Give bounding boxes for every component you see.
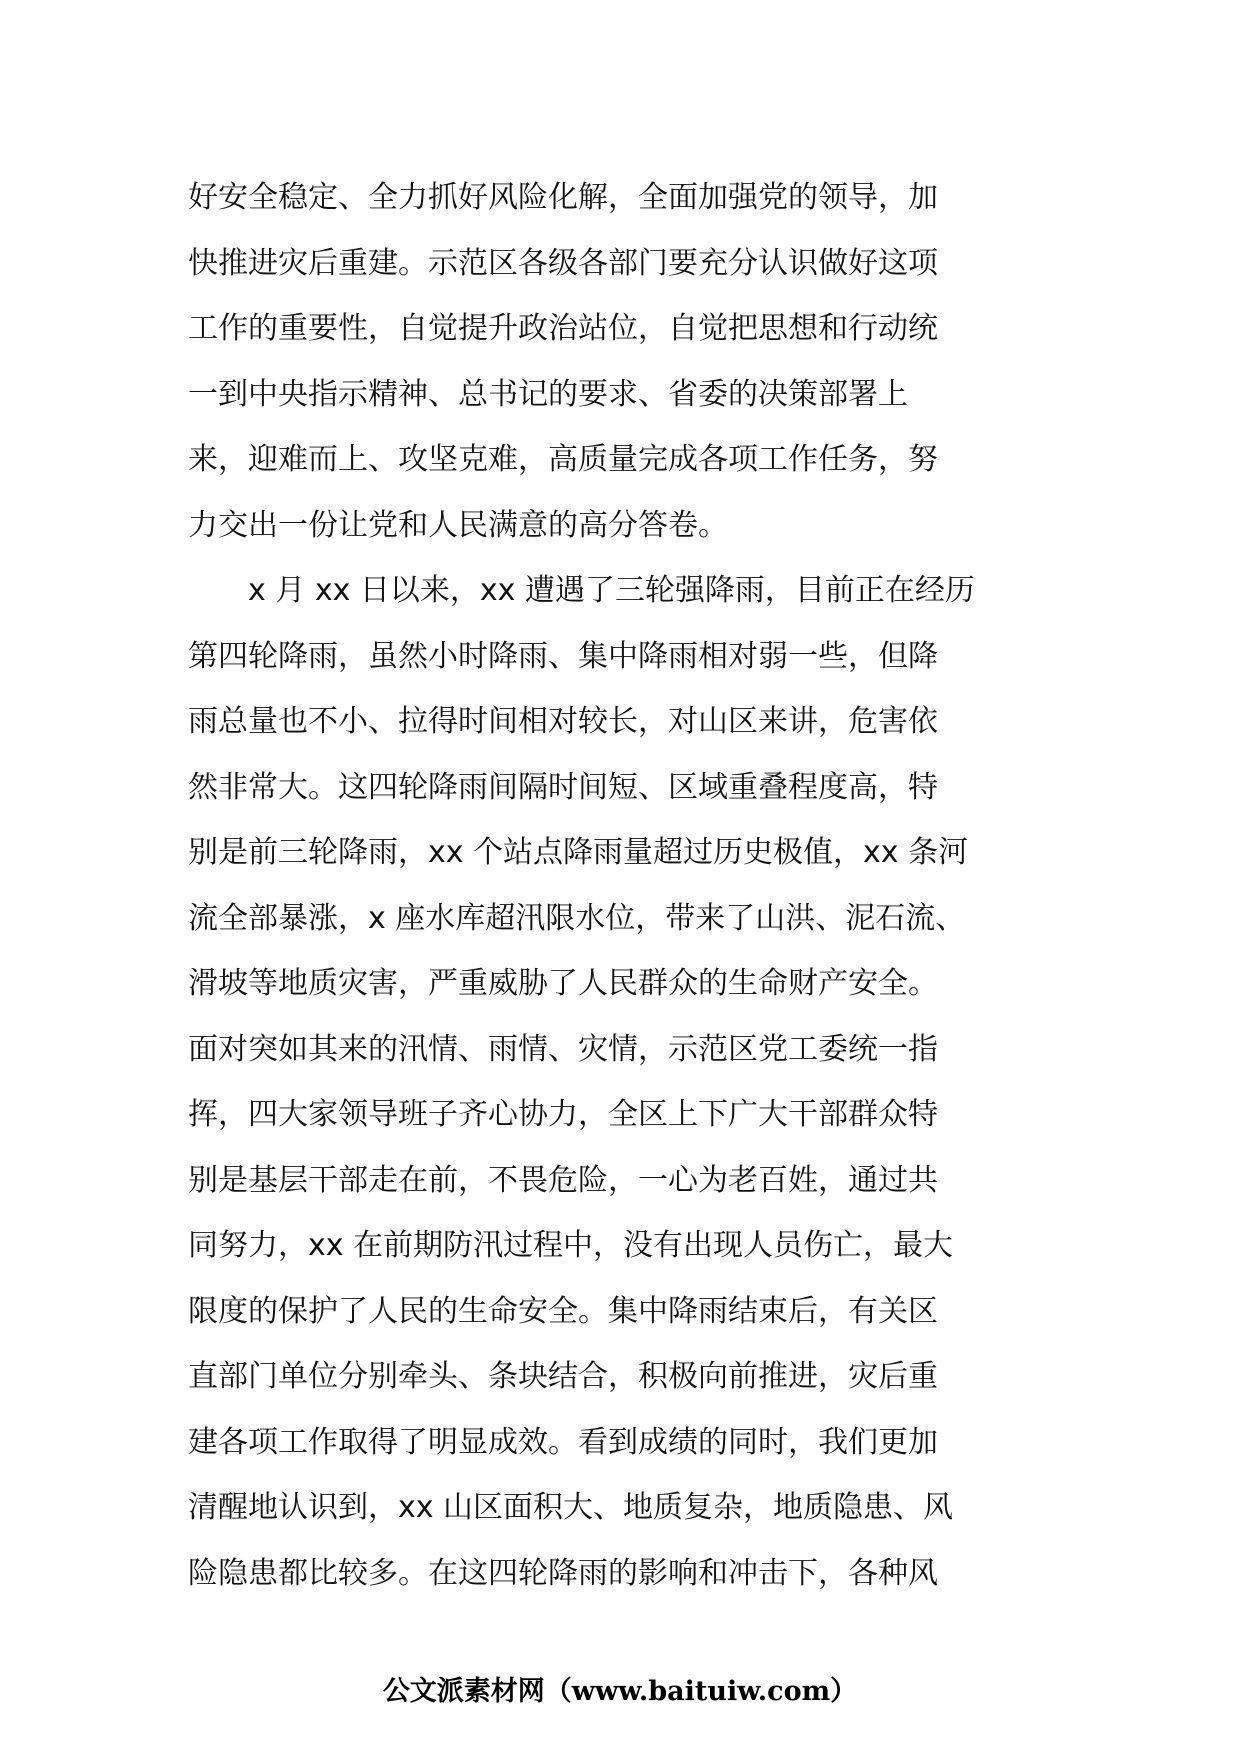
text-line: 同努力，xx 在前期防汛过程中，没有出现人员伤亡，最大 bbox=[188, 1228, 954, 1263]
text-line: 第四轮降雨，虽然小时降雨、集中降雨相对弱一些，但降 bbox=[188, 638, 938, 674]
text-line: 工作的重要性，自觉提升政治站位，自觉把思想和行动统 bbox=[188, 311, 938, 346]
text-line: 然非常大。这四轮降雨间隔时间短、区域重叠程度高，特 bbox=[188, 769, 938, 805]
text-line: 险隐患都比较多。在这四轮降雨的影响和冲击下，各种风 bbox=[188, 1555, 938, 1591]
footer-watermark: 公文派素材网（www.baituiw.com） bbox=[382, 1676, 858, 1707]
text-line: 别是前三轮降雨，xx 个站点降雨量超过历史极值，xx 条河 bbox=[188, 835, 969, 870]
text-line: 直部门单位分别牵头、条块结合，积极向前推进，灾后重 bbox=[188, 1359, 938, 1394]
text-line: 清醒地认识到，xx 山区面积大、地质复杂，地质隐患、风 bbox=[188, 1490, 954, 1525]
text-line: 流全部暴涨，x 座水库超汛限水位，带来了山洪、泥石流、 bbox=[188, 900, 966, 936]
text-line: 面对突如其来的汛情、雨情、灾情，示范区党工委统一指 bbox=[188, 1031, 938, 1067]
text-line: 建各项工作取得了明显成效。看到成绩的同时，我们更加 bbox=[188, 1424, 938, 1460]
document-body bbox=[188, 165, 1048, 1606]
text-line: 挥，四大家领导班子齐心协力，全区上下广大干部群众特 bbox=[188, 1097, 938, 1132]
text-line: 力交出一份让党和人民满意的高分答卷。 bbox=[188, 507, 728, 543]
text-line: 来，迎难而上、攻坚克难，高质量完成各项工作任务，努 bbox=[188, 442, 938, 477]
text-line: 滑坡等地质灾害，严重威胁了人民群众的生命财产安全。 bbox=[188, 966, 938, 1001]
text-line: 好安全稳定、全力抓好风险化解，全面加强党的领导，加 bbox=[188, 180, 938, 215]
text-line: 一到中央指示精神、总书记的要求、省委的决策部署上 bbox=[188, 376, 908, 412]
text-line: 快推进灾后重建。示范区各级各部门要充分认识做好这项 bbox=[188, 245, 938, 281]
text-line: 限度的保护了人民的生命安全。集中降雨结束后，有关区 bbox=[188, 1293, 938, 1329]
text-line: 别是基层干部走在前，不畏危险，一心为老百姓，通过共 bbox=[188, 1162, 938, 1198]
paragraph-start-line: x 月 xx 日以来，xx 遭遇了三轮强降雨，目前正在经历 bbox=[248, 573, 975, 608]
text-line: 雨总量也不小、拉得时间相对较长，对山区来讲，危害依 bbox=[188, 704, 938, 739]
